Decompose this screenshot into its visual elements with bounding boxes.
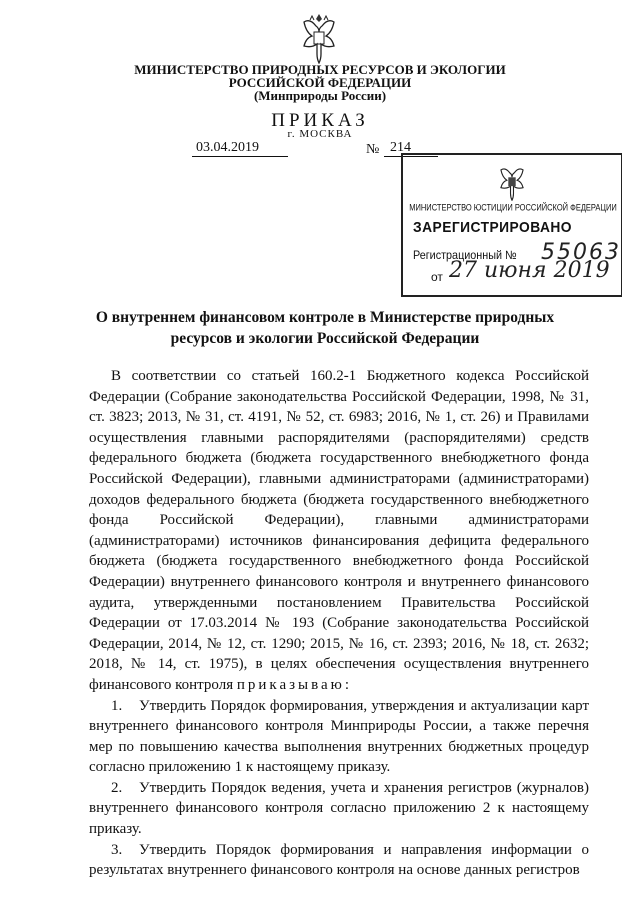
document-title-line1: О внутреннем финансовом контроле в Министерстве природных [95,309,555,326]
list-item [89,840,589,881]
item-text: Утвердить Порядок формирования и направления информации о результатах внутреннего финансового контроля на основе данных регистров [89,841,589,879]
preamble [89,366,589,696]
ministry-name-line1: МИНИСТЕРСТВО ПРИРОДНЫХ РЕСУРСОВ И ЭКОЛОГИИ [134,62,506,77]
coat-of-arms-icon [296,10,342,64]
ministry-header [90,63,550,102]
order-number: 214 [384,140,438,157]
ministry-short-name: (Минприроды России) [253,88,387,103]
stamp-reg-label: Регистрационный № [413,248,517,262]
order-date: 03.04.2019 [192,140,288,157]
stamp-status: ЗАРЕГИСТРИРОВАНО [413,219,573,236]
preamble-text: В соответствии со статьей 160.2-1 Бюджетного кодекса Российской Федерации (Собрание законодательства Российской Федерации, 1998, № 31, ст. 3823; 2013, № 31, ст. 4191, № 52, ст. 6983; 2016, № 1, ст. 26) и Правилами осуществления главными распорядителями (распорядителями) средств федерального бюджета (бюджета государственного внебюджетного фонда Российской Федерации), главными администраторами (администраторами) доходов федерального бюджета (бюджета государственного внебюджетного фонда Российской Федерации), главными администраторами (администраторами) источников финансирования дефицита федерального бюджета (бюджета государственного внебюджетного фонда Российской Федерации) внутреннего финансового контроля и внутреннего финансового аудита, утвержденными постановлением Правительства Российской Федерации от 17.03.2014 № 193 (Собрание законодательства Российской Федерации, 2014, № 12, ст. 1290; 2015, № 16, ст. 2393; 2016, № 18, ст. 2632; 2018, № 14, ст. 1975), в целях обеспечения осуществления внутреннего финансового контроля [89,368,589,693]
ministry-name-line2: РОССИЙСКОЙ ФЕДЕРАЦИИ [228,75,412,90]
item-number: 1. [111,697,123,714]
stamp-from-label: от [431,270,443,284]
item-text: Утвердить Порядок формирования, утверждения и актуализации карт внутреннего финансового контроля Минприроды России, а также перечня мер по повышению качества выполнения внутренних бюджетных процедур согласно приложению 1 к настоящему приказу. [89,697,589,776]
item-text: Утвердить Порядок ведения, учета и хранения регистров (журналов) внутреннего финансового контроля согласно приложению 2 к настоящему приказу. [89,779,589,838]
item-number: 2. [111,779,123,796]
item-number: 3. [111,841,123,858]
list-item [89,696,589,778]
document-title [90,307,560,349]
stamp-organization: МИНИСТЕРСТВО ЮСТИЦИИ РОССИЙСКОЙ ФЕДЕРАЦИИ [409,202,617,213]
preamble-order-word: приказываю: [236,676,353,693]
city: г. МОСКВА [287,128,353,140]
stamp-reg-date: 27 июня 2019 [449,258,610,283]
list-item [89,778,589,840]
registration-stamp [401,153,622,297]
coat-of-arms-icon [495,161,529,201]
stamp-reg-number: 55063 [541,240,621,265]
document-title-line2: ресурсов и экологии Российской Федерации [170,330,480,347]
order-number-label: № [366,142,380,157]
document-body [89,366,589,881]
order-title: ПРИКАЗ [271,110,369,131]
